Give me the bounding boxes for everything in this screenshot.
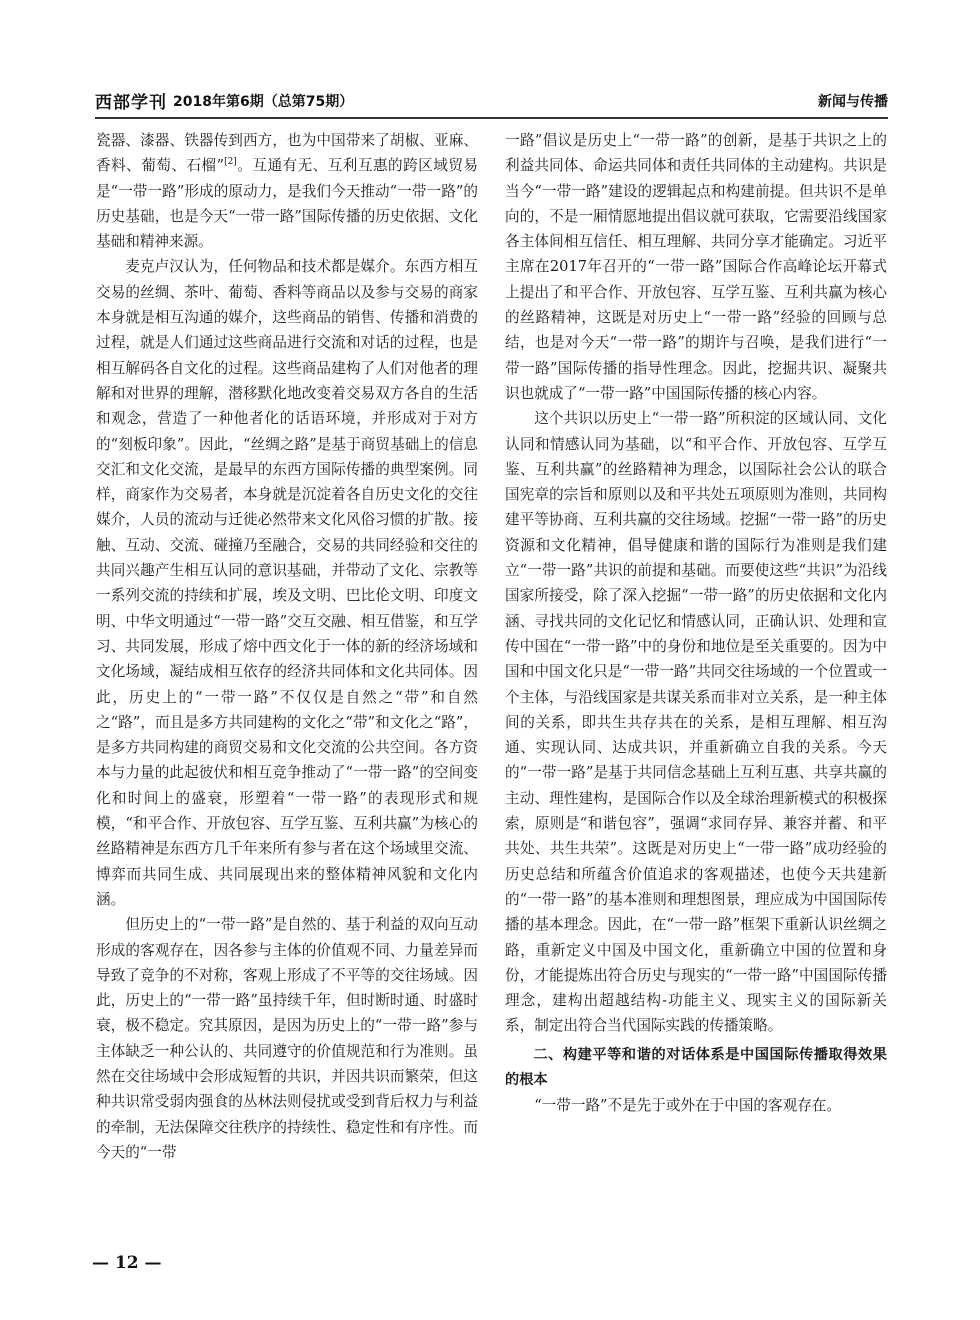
right-column — [505, 128, 887, 1119]
paragraph-text: 瓷器、漆器、铁器传到西方，也为中国带来了胡椒、亚麻、香料、葡萄、石榴” — [96, 132, 478, 175]
running-header — [95, 86, 888, 118]
issue-info: 2018年第6期（总第75期） — [173, 94, 354, 110]
header-rule — [95, 117, 888, 119]
section-name: 新闻与传播 — [818, 94, 888, 110]
paragraph-text: 。互通有无、互利互惠的跨区域贸易是“一带一路”形成的原动力，是我们今天推动“一带一路”的历史基础，也是今天“一带一路”国际传播的历史依据、文化基础和精神来源。 — [96, 157, 478, 251]
paragraph: 一路”倡议是历史上“一带一路”的创新，是基于共识之上的利益共同体、命运共同体和责任共同体的主动建构。共识是当今“一带一路”建设的逻辑起点和构建前提。但共识不是单向的，不是一厢情愿地提出倡议就可获取，它需要沿线国家各主体间相互信任、相互理解、共同分享才能确定。习近平主席在2017年召开的“一带一路”国际合作高峰论坛开幕式上提出了和平合作、开放包容、互学互鉴、互利共赢为核心的丝路精神，这既是对历史上“一带一路”经验的回顾与总结，也是对今天“一带一路”的期许与召唤，是我们进行“一带一路”国际传播的指导性理念。因此，挖掘共识、凝聚共识也就成了“一带一路”中国国际传播的核心内容。 — [505, 132, 887, 402]
left-column — [96, 128, 478, 1165]
paragraph: 麦克卢汉认为，任何物品和技术都是媒介。东西方相互交易的丝绸、茶叶、葡萄、香料等商品以及参与交易的商家本身就是相互沟通的媒介，这些商品的销售、传播和消费的过程，就是人们通过这些商品进行交流和对话的过程，也是相互解码各自文化的过程。这些商品建构了人们对他者的理解和对世界的理解，潜移默化地改变着交易双方各自的生活和观念，营造了一种他者化的话语环境，并形成对于对方的“刻板印象”。因此，“丝绸之路”是基于商贸基础上的信息交汇和文化交流，是最早的东西方国际传播的典型案例。同样，商家作为交易者，本身就是沉淀着各自历史文化的交往媒介，人员的流动与迁徙必然带来文化风俗习惯的扩散。接触、互动、交流、碰撞乃至融合，交易的共同经验和交往的共同兴趣产生相互认同的意识基础，并带动了文化、宗教等一系列交流的持续和扩展，埃及文明、巴比伦文明、印度文明、中华文明通过“一带一路”交互交融、相互借鉴，和互学习、共同发展，形成了熔中西文化于一体的新的经济场域和文化场域，凝结成相互依存的经济共同体和文化共同体。因此，历史上的“一带一路”不仅仅是自然之“带”和自然之“路”，而且是多方共同建构的文化之“带”和文化之“路”，是多方共同构建的商贸交易和文化交流的公共空间。各方资本与力量的此起彼伏和相互竞争推动了“一带一路”的空间变化和时间上的盛衰，形塑着“一带一路”的表现形式和规模，“和平合作、开放包容、互学互鉴、互利共赢”为核心的丝路精神是东西方几千年来所有参与者在这个场域里交流、博弈而共同生成、共同展现出来的整体精神风貌和文化内涵。 — [96, 258, 478, 908]
paragraph: 但历史上的“一带一路”是自然的、基于利益的双向互动形成的客观存在，因各参与主体的价值观不同、力量差异而导致了竞争的不对称，客观上形成了不平等的交往场域。因此，历史上的“一带一路”虽持续千年，但时断时通、时盛时衰，极不稳定。究其原因，是因为历史上的“一带一路”参与主体缺乏一种公认的、共同遵守的价值规范和行为准则。虽然在交往场域中会形成短暂的共识，并因共识而繁荣，但这种共识常受弱肉强食的丛林法则侵扰或受到背后权力与利益的牵制，无法保障交往秩序的持续性、稳定性和有序性。而今天的“一带 — [96, 916, 478, 1161]
journal-masthead: 西部学刊 — [95, 93, 167, 113]
paragraph — [96, 128, 478, 254]
page-number: — 12 — — [92, 1253, 162, 1273]
reference-mark: [2] — [224, 157, 237, 168]
paragraph: “一带一路”不是先于或外在于中国的客观存在。 — [534, 1097, 841, 1115]
paragraph: 这个共识以历史上“一带一路”所积淀的区域认同、文化认同和情感认同为基础，以“和平合作、开放包容、互学互鉴、互利共赢”的丝路精神为理念，以国际社会公认的联合国宪章的宗旨和原则以及和平共处五项原则为准则，共同构建平等协商、互利共赢的交往场域。挖掘“一带一路”的历史资源和文化精神，倡导健康和谐的国际行为准则是我们建立“一带一路”共识的前提和基础。而要使这些“共识”为沿线国家所接受，除了深入挖掘“一带一路”的历史依据和文化内涵、寻找共同的文化记忆和情感认同，正确认识、处理和宣传中国在“一带一路”中的身份和地位是至关重要的。因为中国和中国文化只是“一带一路”共同交往场域的一个位置或一个主体，与沿线国家是共谋关系而非对立关系，是一种主体间的关系，即共生共存共在的关系，是相互理解、相互沟通、实现认同、达成共识，并重新确立自我的关系。今天的“一带一路”是基于共同信念基础上互利互惠、共享共赢的主动、理性建构，是国际合作以及全球治理新模式的积极探索，原则是“和谐包容”，强调“求同存异、兼容并蓄、和平共处、共生共荣”。这既是对历史上“一带一路”成功经验的历史总结和所蕴含价值追求的客观描述，也使今天共建新的“一带一路”的基本准则和理想图景，理应成为中国国际传播的基本理念。因此，在“一带一路”框架下重新认识丝绸之路，重新定义中国及中国文化，重新确立中国的位置和身份，才能提炼出符合历史与现实的“一带一路”中国国际传播理念，建构出超越结构-功能主义、现实主义的国际新关系，制定出符合当代国际实践的传播策略。 — [505, 410, 887, 1035]
section-heading: 二、构建平等和谐的对话体系是中国国际传播取得效果的根本 — [505, 1046, 887, 1088]
